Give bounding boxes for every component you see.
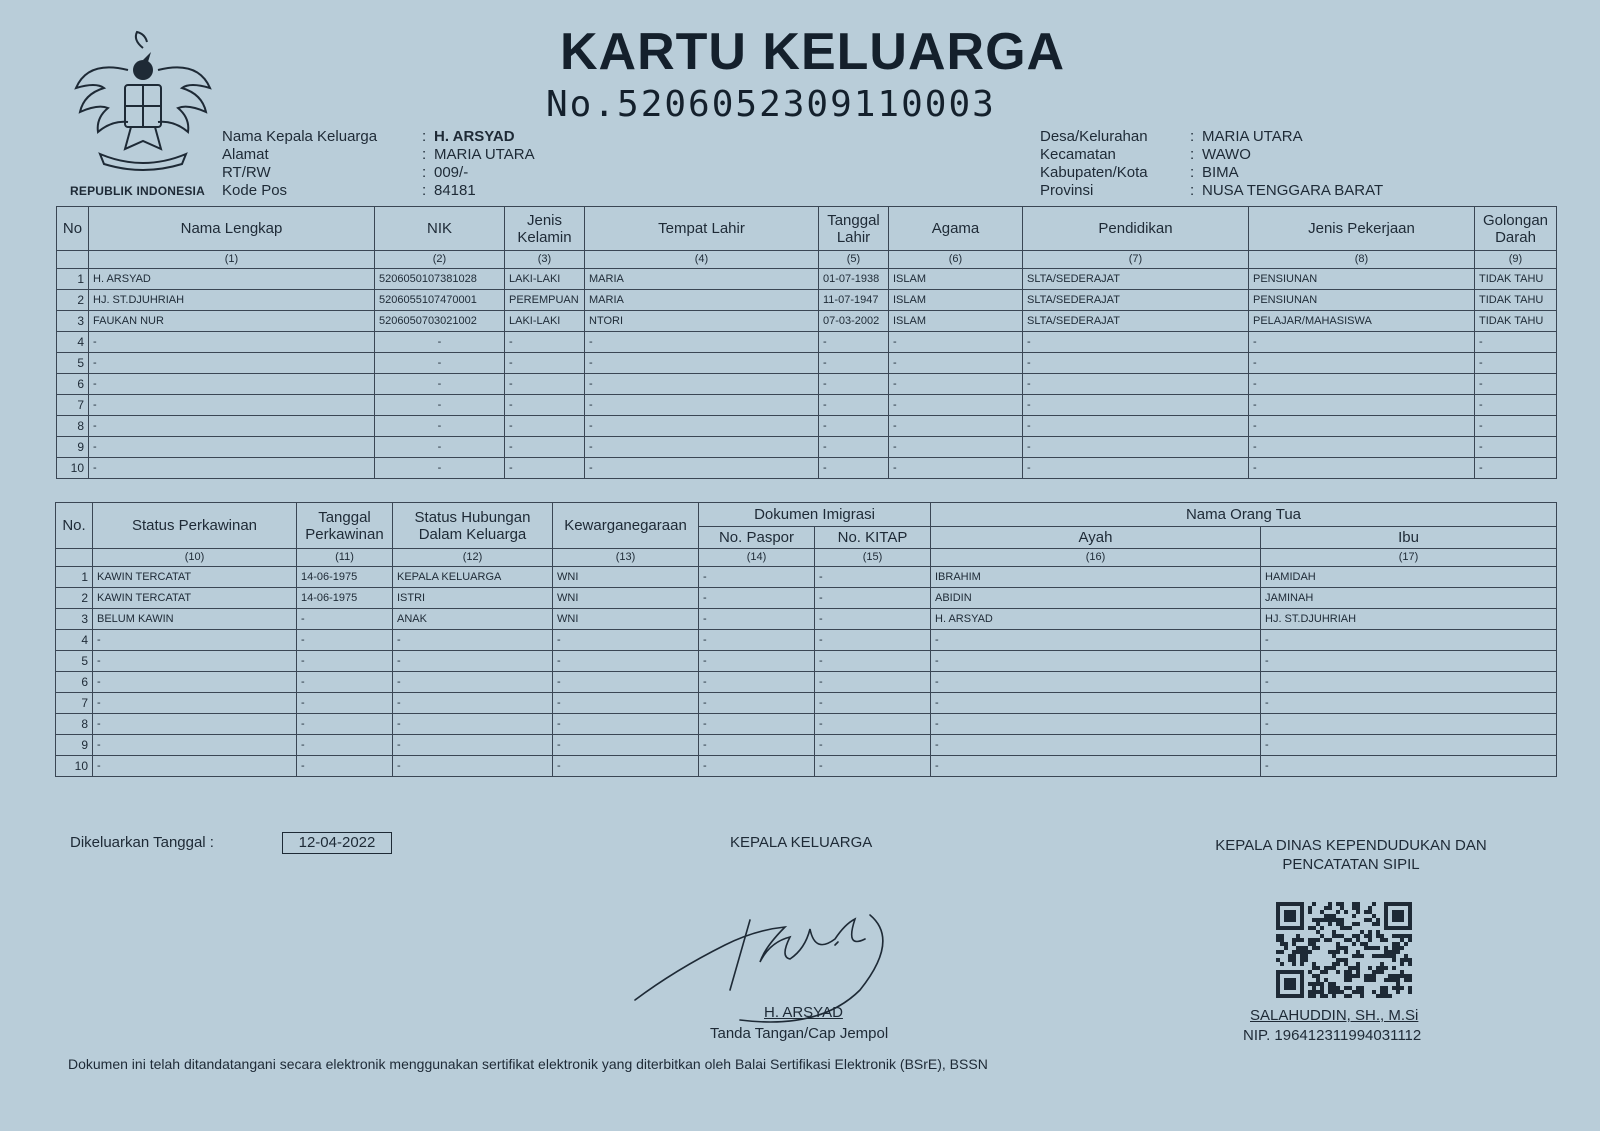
document-number: No.5206052309110003 bbox=[546, 84, 996, 125]
table-cell: - bbox=[819, 458, 889, 479]
info-row-village: Desa/Kelurahan : MARIA UTARA bbox=[1040, 128, 1303, 145]
table-cell: - bbox=[815, 567, 931, 588]
table-cell: - bbox=[699, 756, 815, 777]
table-cell: - bbox=[819, 374, 889, 395]
table-cell: - bbox=[393, 693, 553, 714]
table-cell: - bbox=[297, 672, 393, 693]
table-row bbox=[56, 651, 1557, 672]
table-cell: - bbox=[815, 651, 931, 672]
table-cell: ISLAM bbox=[889, 269, 1023, 290]
table-cell: - bbox=[819, 353, 889, 374]
table-cell: - bbox=[89, 416, 375, 437]
table-cell: - bbox=[1261, 651, 1557, 672]
row-number: 4 bbox=[57, 332, 89, 353]
table-cell: ISLAM bbox=[889, 311, 1023, 332]
table-cell: - bbox=[297, 735, 393, 756]
table-cell: PENSIUNAN bbox=[1249, 269, 1475, 290]
col-header: Kewarganegaraan bbox=[553, 503, 699, 549]
col-index: (2) bbox=[375, 251, 505, 269]
table-row bbox=[57, 353, 1557, 374]
head-name: H. ARSYAD bbox=[764, 1004, 843, 1021]
table-row bbox=[56, 609, 1557, 630]
table-cell: TIDAK TAHU bbox=[1475, 269, 1557, 290]
table-cell: - bbox=[819, 395, 889, 416]
col-header: Dokumen Imigrasi bbox=[699, 503, 931, 527]
table-row bbox=[56, 735, 1557, 756]
table-cell: KAWIN TERCATAT bbox=[93, 588, 297, 609]
table-cell: - bbox=[297, 630, 393, 651]
table-cell: - bbox=[297, 693, 393, 714]
table-cell: - bbox=[93, 630, 297, 651]
info-label: Kabupaten/Kota bbox=[1040, 164, 1148, 181]
table-row bbox=[57, 332, 1557, 353]
row-number: 4 bbox=[56, 630, 93, 651]
table-cell: - bbox=[375, 332, 505, 353]
row-number: 7 bbox=[56, 693, 93, 714]
table-cell: 14-06-1975 bbox=[297, 588, 393, 609]
table-cell: - bbox=[1475, 353, 1557, 374]
table-cell: - bbox=[819, 416, 889, 437]
table-cell: - bbox=[1249, 416, 1475, 437]
info-label: Kecamatan bbox=[1040, 146, 1116, 163]
col-index: (5) bbox=[819, 251, 889, 269]
table-cell: - bbox=[815, 609, 931, 630]
row-number: 3 bbox=[56, 609, 93, 630]
info-row-postcode: Kode Pos : 84181 bbox=[222, 182, 476, 199]
table-cell: - bbox=[393, 714, 553, 735]
table-cell: - bbox=[699, 630, 815, 651]
col-header: No. Paspor bbox=[699, 527, 815, 549]
document-title: KARTU KELUARGA bbox=[560, 23, 1066, 81]
col-header: Status Hubungan Dalam Keluarga bbox=[393, 503, 553, 549]
table-cell: - bbox=[889, 416, 1023, 437]
table-cell: - bbox=[1023, 416, 1249, 437]
table-cell: - bbox=[889, 437, 1023, 458]
col-index: (12) bbox=[393, 549, 553, 567]
table-cell: - bbox=[375, 437, 505, 458]
row-number: 1 bbox=[56, 567, 93, 588]
row-number: 2 bbox=[56, 588, 93, 609]
table-cell: - bbox=[1249, 458, 1475, 479]
col-header: Jenis Pekerjaan bbox=[1249, 207, 1475, 251]
table-row bbox=[57, 269, 1557, 290]
table-cell: - bbox=[815, 672, 931, 693]
info-row-address: Alamat : MARIA UTARA bbox=[222, 146, 535, 163]
table-cell: - bbox=[505, 374, 585, 395]
table-cell: - bbox=[815, 693, 931, 714]
col-header: Pendidikan bbox=[1023, 207, 1249, 251]
table-cell: 5206050703021002 bbox=[375, 311, 505, 332]
table-cell: - bbox=[1261, 756, 1557, 777]
col-header: Tempat Lahir bbox=[585, 207, 819, 251]
table-cell: - bbox=[1249, 437, 1475, 458]
col-header: Nama Lengkap bbox=[89, 207, 375, 251]
table-cell: JAMINAH bbox=[1261, 588, 1557, 609]
table-cell: - bbox=[93, 693, 297, 714]
table-cell: - bbox=[375, 416, 505, 437]
table-cell: - bbox=[553, 756, 699, 777]
table-cell: WNI bbox=[553, 609, 699, 630]
table-cell: - bbox=[93, 672, 297, 693]
issued-label: Dikeluarkan Tanggal : bbox=[70, 834, 214, 851]
row-number: 2 bbox=[57, 290, 89, 311]
table-cell: - bbox=[699, 651, 815, 672]
info-label: Provinsi bbox=[1040, 182, 1094, 199]
table-cell: - bbox=[585, 353, 819, 374]
table-cell: - bbox=[1475, 332, 1557, 353]
table-cell: - bbox=[393, 735, 553, 756]
table-row bbox=[57, 374, 1557, 395]
table-row bbox=[57, 437, 1557, 458]
agency-label: KEPALA DINAS KEPENDUDUKAN DAN PENCATATAN SIPIL bbox=[1215, 837, 1487, 873]
table-cell: NTORI bbox=[585, 311, 819, 332]
table-cell: H. ARSYAD bbox=[931, 609, 1261, 630]
info-label: Kode Pos bbox=[222, 182, 288, 199]
table-cell: - bbox=[819, 437, 889, 458]
table-cell: 5206055107470001 bbox=[375, 290, 505, 311]
table-cell: - bbox=[1249, 395, 1475, 416]
table-cell: - bbox=[1261, 693, 1557, 714]
table-cell: - bbox=[815, 735, 931, 756]
row-number: 9 bbox=[56, 735, 93, 756]
table-cell: - bbox=[699, 735, 815, 756]
table-cell: - bbox=[1023, 437, 1249, 458]
col-header: Nama Orang Tua bbox=[931, 503, 1557, 527]
table-cell: - bbox=[699, 609, 815, 630]
sign-note: Tanda Tangan/Cap Jempol bbox=[710, 1025, 889, 1042]
table-cell: - bbox=[699, 672, 815, 693]
table-cell: - bbox=[931, 756, 1261, 777]
table-cell: TIDAK TAHU bbox=[1475, 311, 1557, 332]
col-index bbox=[57, 251, 89, 269]
info-row-province: Provinsi : NUSA TENGGARA BARAT bbox=[1040, 182, 1384, 199]
info-row-rtrw: RT/RW : 009/- bbox=[222, 164, 469, 181]
table-cell: - bbox=[375, 374, 505, 395]
table-cell: - bbox=[505, 395, 585, 416]
table-row bbox=[56, 714, 1557, 735]
info-value: BIMA bbox=[1202, 164, 1239, 181]
table-cell: 07-03-2002 bbox=[819, 311, 889, 332]
table-cell: - bbox=[931, 630, 1261, 651]
row-number: 6 bbox=[57, 374, 89, 395]
table-cell: - bbox=[93, 756, 297, 777]
table-cell: - bbox=[93, 651, 297, 672]
table-cell: - bbox=[699, 714, 815, 735]
info-row-head: Nama Kepala Keluarga : H. ARSYAD bbox=[222, 128, 515, 145]
table-cell: - bbox=[1475, 437, 1557, 458]
table-cell: - bbox=[1261, 630, 1557, 651]
col-index: (8) bbox=[1249, 251, 1475, 269]
table-cell: - bbox=[585, 395, 819, 416]
table-cell: - bbox=[553, 672, 699, 693]
col-header: Tanggal Lahir bbox=[819, 207, 889, 251]
table-cell: - bbox=[553, 693, 699, 714]
info-label: Nama Kepala Keluarga bbox=[222, 128, 378, 145]
table-cell: - bbox=[1249, 374, 1475, 395]
col-index: (7) bbox=[1023, 251, 1249, 269]
issued-date: 12-04-2022 bbox=[282, 832, 392, 854]
col-header: No bbox=[57, 207, 89, 251]
col-index: (1) bbox=[89, 251, 375, 269]
table-cell: KEPALA KELUARGA bbox=[393, 567, 553, 588]
table-cell: - bbox=[699, 567, 815, 588]
col-header: Jenis Kelamin bbox=[505, 207, 585, 251]
table-cell: H. ARSYAD bbox=[89, 269, 375, 290]
table-cell: - bbox=[505, 353, 585, 374]
table-cell: 5206050107381028 bbox=[375, 269, 505, 290]
table-cell: - bbox=[93, 714, 297, 735]
table-cell: WNI bbox=[553, 567, 699, 588]
table-cell: - bbox=[89, 353, 375, 374]
table-cell: HAMIDAH bbox=[1261, 567, 1557, 588]
family-info-left bbox=[222, 128, 535, 200]
table-cell: - bbox=[699, 693, 815, 714]
col-header: Status Perkawinan bbox=[93, 503, 297, 549]
table-cell: IBRAHIM bbox=[931, 567, 1261, 588]
table-cell: SLTA/SEDERAJAT bbox=[1023, 290, 1249, 311]
col-header: No. KITAP bbox=[815, 527, 931, 549]
table-cell: - bbox=[553, 651, 699, 672]
table-cell: - bbox=[505, 332, 585, 353]
table-cell: - bbox=[585, 374, 819, 395]
row-number: 10 bbox=[57, 458, 89, 479]
table-cell: HJ. ST.DJUHRIAH bbox=[89, 290, 375, 311]
row-number: 8 bbox=[56, 714, 93, 735]
col-index: (16) bbox=[931, 549, 1261, 567]
table-cell: - bbox=[1023, 374, 1249, 395]
footer-note: Dokumen ini telah ditandatangani secara elektronik menggunakan sertifikat elektronik yang diterbitkan oleh Balai Sertifikasi Elektronik (BSrE), BSSN bbox=[68, 1056, 988, 1072]
table-cell: ISTRI bbox=[393, 588, 553, 609]
table-cell: - bbox=[585, 332, 819, 353]
qr-code-icon bbox=[1276, 902, 1412, 998]
table-cell: - bbox=[297, 756, 393, 777]
table-cell: MARIA bbox=[585, 290, 819, 311]
col-index: (14) bbox=[699, 549, 815, 567]
table-cell: LAKI-LAKI bbox=[505, 311, 585, 332]
table-cell: - bbox=[93, 735, 297, 756]
table-cell: SLTA/SEDERAJAT bbox=[1023, 269, 1249, 290]
table-cell: - bbox=[1249, 332, 1475, 353]
table-cell: - bbox=[505, 458, 585, 479]
members-table bbox=[56, 206, 1557, 479]
table-cell: - bbox=[1023, 458, 1249, 479]
col-index: (3) bbox=[505, 251, 585, 269]
table-cell: - bbox=[815, 588, 931, 609]
table-cell: - bbox=[297, 651, 393, 672]
table-cell: - bbox=[1249, 353, 1475, 374]
table-cell: 14-06-1975 bbox=[297, 567, 393, 588]
table-cell: - bbox=[1475, 416, 1557, 437]
col-header: Ayah bbox=[931, 527, 1261, 549]
table-cell: - bbox=[1261, 714, 1557, 735]
info-value: 84181 bbox=[434, 182, 476, 199]
table-cell: PELAJAR/MAHASISWA bbox=[1249, 311, 1475, 332]
table-row bbox=[57, 395, 1557, 416]
table-cell: FAUKAN NUR bbox=[89, 311, 375, 332]
table-cell: - bbox=[931, 735, 1261, 756]
table-row bbox=[57, 458, 1557, 479]
table-cell: - bbox=[553, 630, 699, 651]
table-cell: - bbox=[585, 437, 819, 458]
col-index: (9) bbox=[1475, 251, 1557, 269]
family-info-right bbox=[1040, 128, 1383, 200]
table-cell: - bbox=[89, 332, 375, 353]
table-cell: - bbox=[89, 374, 375, 395]
col-index bbox=[56, 549, 93, 567]
col-index: (15) bbox=[815, 549, 931, 567]
table-row bbox=[56, 630, 1557, 651]
col-index: (13) bbox=[553, 549, 699, 567]
official-name: SALAHUDDIN, SH., M.Si bbox=[1250, 1007, 1419, 1024]
col-header: Agama bbox=[889, 207, 1023, 251]
table-cell: TIDAK TAHU bbox=[1475, 290, 1557, 311]
table-cell: - bbox=[699, 588, 815, 609]
table-cell: WNI bbox=[553, 588, 699, 609]
info-label: Desa/Kelurahan bbox=[1040, 128, 1148, 145]
row-number: 10 bbox=[56, 756, 93, 777]
table-cell: - bbox=[931, 651, 1261, 672]
table-cell: - bbox=[815, 630, 931, 651]
table-row bbox=[56, 693, 1557, 714]
info-value: WAWO bbox=[1202, 146, 1251, 163]
col-header: Ibu bbox=[1261, 527, 1557, 549]
table-cell: - bbox=[553, 735, 699, 756]
info-value: 009/- bbox=[434, 164, 469, 181]
table-cell: KAWIN TERCATAT bbox=[93, 567, 297, 588]
table-row bbox=[57, 290, 1557, 311]
table-cell: - bbox=[815, 756, 931, 777]
table-cell: - bbox=[889, 395, 1023, 416]
info-row-district: Kecamatan : WAWO bbox=[1040, 146, 1251, 163]
row-number: 6 bbox=[56, 672, 93, 693]
row-number: 5 bbox=[56, 651, 93, 672]
table-cell: ISLAM bbox=[889, 290, 1023, 311]
table-cell: - bbox=[89, 395, 375, 416]
table-row bbox=[57, 416, 1557, 437]
row-number: 9 bbox=[57, 437, 89, 458]
table-cell: - bbox=[375, 353, 505, 374]
table-cell: - bbox=[393, 672, 553, 693]
info-label: Alamat bbox=[222, 146, 269, 163]
table-cell: 11-07-1947 bbox=[819, 290, 889, 311]
table-row bbox=[57, 311, 1557, 332]
table-cell: BELUM KAWIN bbox=[93, 609, 297, 630]
col-header: NIK bbox=[375, 207, 505, 251]
table-row bbox=[56, 756, 1557, 777]
col-index: (4) bbox=[585, 251, 819, 269]
garuda-emblem-icon bbox=[68, 30, 218, 180]
table-cell: - bbox=[1261, 672, 1557, 693]
table-row bbox=[56, 588, 1557, 609]
table-cell: - bbox=[1023, 332, 1249, 353]
table-cell: - bbox=[585, 416, 819, 437]
col-index: (17) bbox=[1261, 549, 1557, 567]
info-label: RT/RW bbox=[222, 164, 271, 181]
table-cell: - bbox=[505, 416, 585, 437]
row-number: 7 bbox=[57, 395, 89, 416]
table-cell: - bbox=[1475, 458, 1557, 479]
table-cell: - bbox=[815, 714, 931, 735]
info-value: MARIA UTARA bbox=[1202, 128, 1303, 145]
col-index: (10) bbox=[93, 549, 297, 567]
info-row-regency: Kabupaten/Kota : BIMA bbox=[1040, 164, 1239, 181]
table-cell: MARIA bbox=[585, 269, 819, 290]
table-cell: - bbox=[931, 714, 1261, 735]
table-cell: - bbox=[931, 693, 1261, 714]
table-cell: - bbox=[1261, 735, 1557, 756]
table-cell: - bbox=[889, 458, 1023, 479]
table-cell: - bbox=[889, 353, 1023, 374]
table-cell: - bbox=[393, 756, 553, 777]
table-cell: - bbox=[89, 458, 375, 479]
info-value: NUSA TENGGARA BARAT bbox=[1202, 182, 1384, 199]
col-index: (11) bbox=[297, 549, 393, 567]
table-cell: ABIDIN bbox=[931, 588, 1261, 609]
table-cell: - bbox=[375, 458, 505, 479]
table-cell: - bbox=[297, 714, 393, 735]
col-header: Golongan Darah bbox=[1475, 207, 1557, 251]
row-number: 5 bbox=[57, 353, 89, 374]
table-cell: - bbox=[819, 332, 889, 353]
table-cell: - bbox=[393, 630, 553, 651]
table-cell: - bbox=[931, 672, 1261, 693]
table-cell: - bbox=[297, 609, 393, 630]
table-cell: - bbox=[393, 651, 553, 672]
col-index: (6) bbox=[889, 251, 1023, 269]
row-number: 3 bbox=[57, 311, 89, 332]
row-number: 8 bbox=[57, 416, 89, 437]
table-cell: PEREMPUAN bbox=[505, 290, 585, 311]
table-row bbox=[56, 672, 1557, 693]
table-cell: - bbox=[89, 437, 375, 458]
table-cell: - bbox=[1475, 374, 1557, 395]
table-cell: - bbox=[1023, 395, 1249, 416]
table-cell: - bbox=[889, 374, 1023, 395]
row-number: 1 bbox=[57, 269, 89, 290]
table-cell: 01-07-1938 bbox=[819, 269, 889, 290]
table-cell: HJ. ST.DJUHRIAH bbox=[1261, 609, 1557, 630]
table-cell: SLTA/SEDERAJAT bbox=[1023, 311, 1249, 332]
col-header: No. bbox=[56, 503, 93, 549]
status-table-body bbox=[56, 567, 1557, 777]
info-value: MARIA UTARA bbox=[434, 146, 535, 163]
status-table bbox=[55, 502, 1557, 777]
table-cell: PENSIUNAN bbox=[1249, 290, 1475, 311]
table-cell: ANAK bbox=[393, 609, 553, 630]
official-nip: NIP. 196412311994031112 bbox=[1243, 1027, 1422, 1044]
table-cell: - bbox=[553, 714, 699, 735]
members-table-body bbox=[57, 269, 1557, 479]
info-value: H. ARSYAD bbox=[434, 128, 515, 145]
table-cell: LAKI-LAKI bbox=[505, 269, 585, 290]
col-header: Tanggal Perkawinan bbox=[297, 503, 393, 549]
emblem-label: REPUBLIK INDONESIA bbox=[70, 184, 205, 198]
table-cell: - bbox=[505, 437, 585, 458]
table-cell: - bbox=[375, 395, 505, 416]
table-cell: - bbox=[1475, 395, 1557, 416]
table-row bbox=[56, 567, 1557, 588]
head-label: KEPALA KELUARGA bbox=[730, 834, 873, 851]
table-cell: - bbox=[1023, 353, 1249, 374]
table-cell: - bbox=[889, 332, 1023, 353]
table-cell: - bbox=[585, 458, 819, 479]
